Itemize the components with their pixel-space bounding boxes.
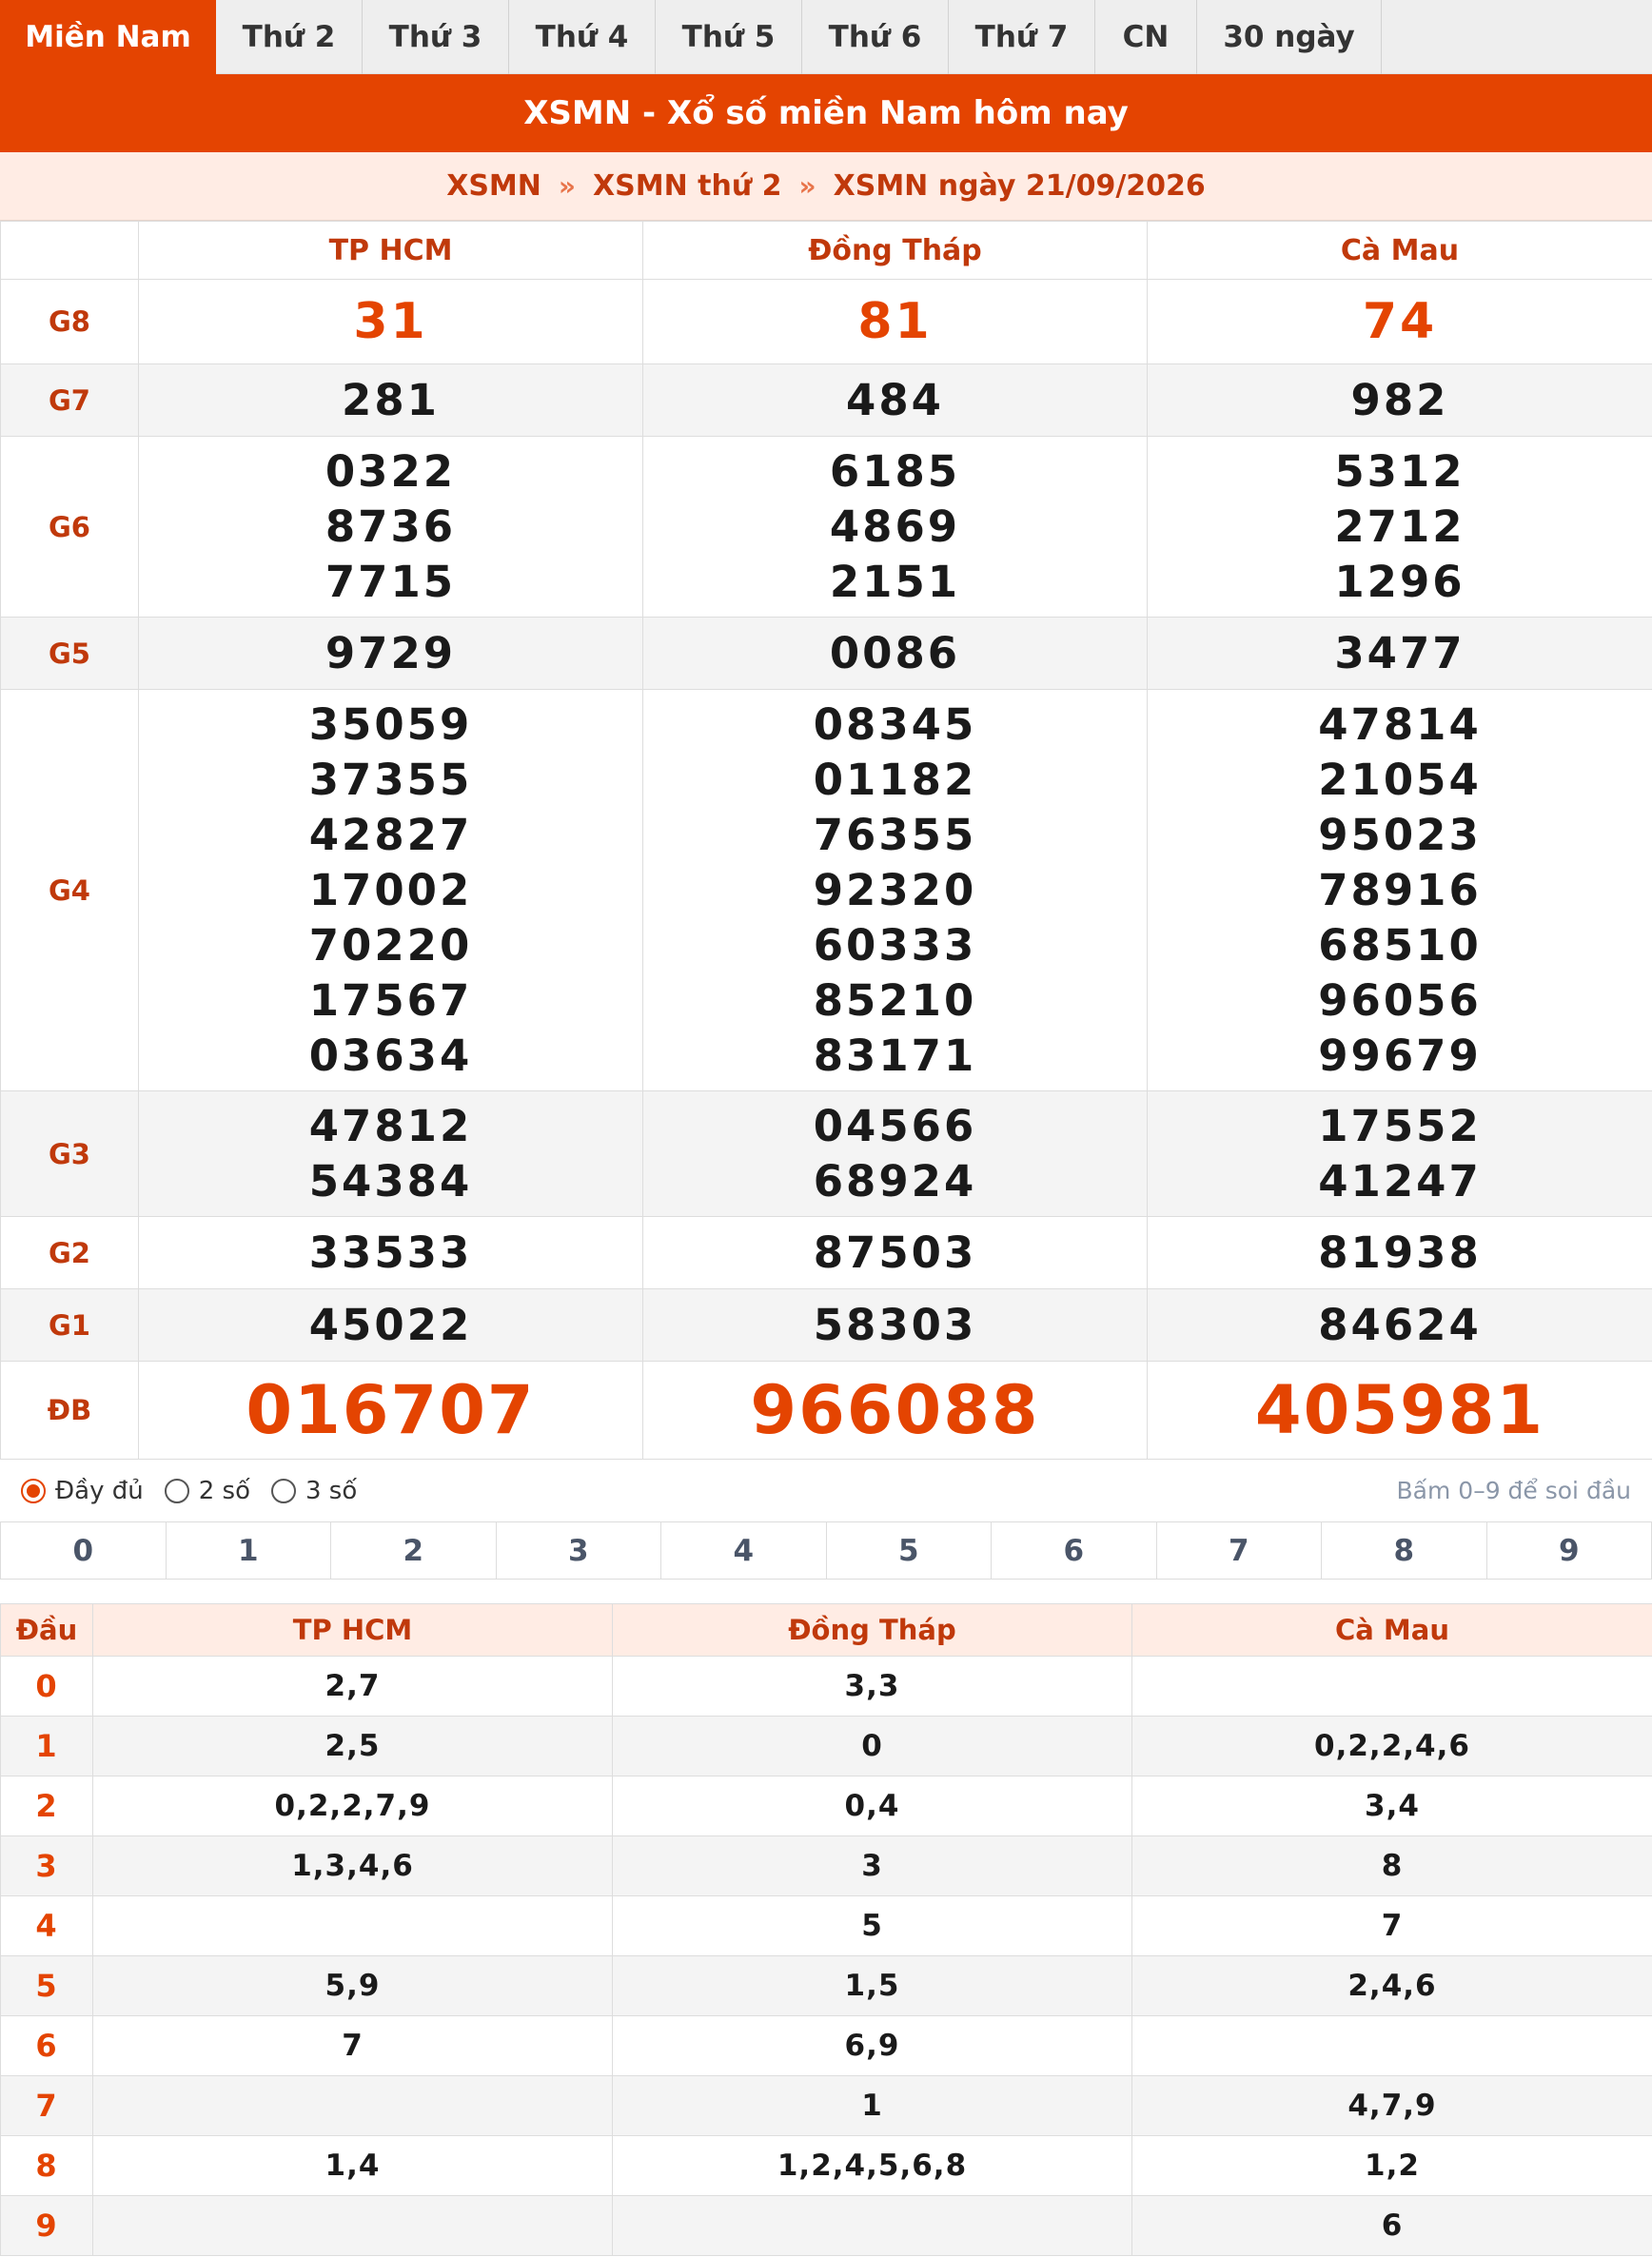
tail-digits-cell [93, 1896, 613, 1956]
breadcrumb [0, 152, 1652, 221]
results-header-row [1, 222, 1652, 280]
digit-button-7[interactable]: 7 [1157, 1522, 1323, 1579]
tab-thu-5[interactable]: Thứ 5 [656, 0, 802, 74]
digit-buttons [0, 1521, 1652, 1580]
hint-text: Bấm 0–9 để soi đầu [1396, 1477, 1631, 1504]
result-cell [1148, 1217, 1652, 1289]
tail-digits-cell: 1,5 [613, 1956, 1132, 2016]
result-number: 92320 [813, 864, 977, 915]
result-cell [643, 1217, 1148, 1289]
result-number: 99679 [1318, 1030, 1482, 1081]
radio-2-digits[interactable] [165, 1479, 189, 1503]
option-label: 3 số [305, 1476, 358, 1505]
result-number: 6185 [829, 445, 961, 497]
tail-digits-cell [1132, 1657, 1652, 1717]
head-digit: 3 [1, 1836, 93, 1896]
prize-row [1, 690, 1652, 1091]
breadcrumb-xsmn-thu-2[interactable]: XSMN thứ 2 [592, 169, 782, 203]
display-options [0, 1460, 1652, 1521]
tail-digits-cell: 5 [613, 1896, 1132, 1956]
result-number: 37355 [308, 754, 473, 805]
result-number: 17002 [308, 864, 473, 915]
prize-row [1, 364, 1652, 437]
result-number: 01182 [813, 754, 977, 805]
prize-row [1, 1091, 1652, 1217]
digit-button-1[interactable]: 1 [167, 1522, 332, 1579]
result-number: 281 [342, 374, 440, 425]
digit-button-6[interactable]: 6 [992, 1522, 1157, 1579]
breadcrumb-separator: » [798, 170, 816, 202]
head-row [1, 1836, 1652, 1896]
tail-digits-cell: 0,2,2,4,6 [1132, 1717, 1652, 1776]
result-number: 83171 [813, 1030, 977, 1081]
result-number: 54384 [308, 1155, 473, 1207]
tail-digits-cell: 2,7 [93, 1657, 613, 1717]
result-cell [1148, 437, 1652, 618]
tail-digits-cell: 6 [1132, 2196, 1652, 2256]
head-header-row [1, 1604, 1652, 1657]
option-2-digits[interactable] [165, 1477, 250, 1505]
head-digit: 1 [1, 1717, 93, 1776]
tail-digits-cell: 0,4 [613, 1776, 1132, 1836]
prize-label: G7 [1, 364, 139, 437]
option-label: 2 số [198, 1476, 250, 1505]
digit-button-4[interactable]: 4 [661, 1522, 827, 1579]
result-cell [139, 690, 643, 1091]
prize-row [1, 1362, 1652, 1460]
tail-digits-cell: 3,4 [1132, 1776, 1652, 1836]
tail-digits-cell [613, 2196, 1132, 2256]
result-cell [139, 437, 643, 618]
tail-digits-cell [93, 2076, 613, 2136]
digit-button-8[interactable]: 8 [1322, 1522, 1487, 1579]
result-cell [1148, 618, 1652, 690]
result-number: 47812 [308, 1100, 473, 1151]
radio-3-digits[interactable] [271, 1479, 296, 1503]
result-cell [139, 364, 643, 437]
result-number: 68924 [813, 1155, 977, 1207]
result-number: 85210 [813, 974, 977, 1026]
result-cell [1148, 280, 1652, 364]
tail-digits-cell: 1,2,4,5,6,8 [613, 2136, 1132, 2196]
head-column-header: Đầu [1, 1604, 93, 1657]
tail-digits-cell: 0,2,2,7,9 [93, 1776, 613, 1836]
head-row [1, 2196, 1652, 2256]
prize-label: G6 [1, 437, 139, 618]
result-cell [1148, 1362, 1652, 1460]
prize-row [1, 1217, 1652, 1289]
tab-mien-nam[interactable]: Miền Nam [0, 0, 216, 74]
result-cell [643, 618, 1148, 690]
result-number: 03634 [308, 1030, 473, 1081]
result-cell [643, 690, 1148, 1091]
result-number: 95023 [1318, 809, 1482, 860]
tail-digits-cell: 4,7,9 [1132, 2076, 1652, 2136]
result-number: 2151 [829, 556, 961, 607]
result-number: 7715 [324, 556, 457, 607]
tab-cn[interactable]: CN [1095, 0, 1197, 74]
breadcrumb-xsmn[interactable]: XSMN [446, 169, 541, 203]
result-number: 8736 [324, 500, 457, 552]
tail-digits-cell: 1,2 [1132, 2136, 1652, 2196]
head-row [1, 1956, 1652, 2016]
head-digit: 4 [1, 1896, 93, 1956]
tail-digits-cell: 3 [613, 1836, 1132, 1896]
head-row [1, 1717, 1652, 1776]
result-number: 35059 [308, 698, 473, 750]
result-number: 76355 [813, 809, 977, 860]
special-prize-number: 016707 [246, 1371, 536, 1449]
province-header: Cà Mau [1148, 222, 1652, 280]
tab-thu-6[interactable]: Thứ 6 [802, 0, 949, 74]
result-cell [643, 1289, 1148, 1362]
tail-digits-cell: 3,3 [613, 1657, 1132, 1717]
prize-label: G1 [1, 1289, 139, 1362]
result-number: 81 [857, 293, 933, 350]
results-table [0, 221, 1652, 1460]
digit-button-0[interactable]: 0 [0, 1522, 167, 1579]
result-number: 58303 [813, 1299, 977, 1350]
result-number: 68510 [1318, 919, 1482, 971]
result-number: 17567 [308, 974, 473, 1026]
head-row [1, 1776, 1652, 1836]
result-number: 33533 [308, 1227, 473, 1278]
result-number: 3477 [1334, 627, 1465, 678]
head-digit: 9 [1, 2196, 93, 2256]
head-digit: 6 [1, 2016, 93, 2076]
result-number: 81938 [1318, 1227, 1482, 1278]
special-prize-number: 966088 [750, 1371, 1040, 1449]
result-number: 982 [1350, 374, 1449, 425]
digit-button-5[interactable]: 5 [827, 1522, 993, 1579]
tail-digits-cell: 7 [1132, 1896, 1652, 1956]
prize-row [1, 1289, 1652, 1362]
prize-row [1, 280, 1652, 364]
prize-row [1, 437, 1652, 618]
result-cell [139, 1362, 643, 1460]
prize-label: G8 [1, 280, 139, 364]
result-cell [139, 618, 643, 690]
result-cell [1148, 1289, 1652, 1362]
tail-digits-cell: 8 [1132, 1836, 1652, 1896]
option-label: Đầy đủ [55, 1476, 144, 1505]
option-full[interactable] [21, 1477, 144, 1505]
head-digit: 0 [1, 1657, 93, 1717]
head-row [1, 2016, 1652, 2076]
result-number: 4869 [829, 500, 961, 552]
province-header: Đồng Tháp [613, 1604, 1132, 1657]
tail-digits-cell: 6,9 [613, 2016, 1132, 2076]
tab-30-ngay[interactable]: 30 ngày [1197, 0, 1382, 74]
special-prize-number: 405981 [1254, 1371, 1545, 1449]
head-row [1, 1657, 1652, 1717]
province-header: Đồng Tháp [643, 222, 1148, 280]
prize-label: ĐB [1, 1362, 139, 1460]
prize-label: G2 [1, 1217, 139, 1289]
prize-label: G5 [1, 618, 139, 690]
result-number: 21054 [1318, 754, 1482, 805]
result-number: 484 [846, 374, 944, 425]
result-number: 74 [1362, 293, 1438, 350]
tab-thu-3[interactable]: Thứ 3 [363, 0, 509, 74]
option-3-digits[interactable] [271, 1477, 357, 1505]
head-digit: 2 [1, 1776, 93, 1836]
tail-digits-cell [1132, 2016, 1652, 2076]
result-number: 41247 [1318, 1155, 1482, 1207]
result-number: 47814 [1318, 698, 1482, 750]
result-number: 5312 [1334, 445, 1465, 497]
result-number: 17552 [1318, 1100, 1482, 1151]
result-number: 9729 [324, 627, 457, 678]
prize-label: G3 [1, 1091, 139, 1217]
result-number: 0086 [829, 627, 961, 678]
result-number: 84624 [1318, 1299, 1482, 1350]
prize-column-header [1, 222, 139, 280]
tab-thu-2[interactable]: Thứ 2 [216, 0, 363, 74]
result-number: 45022 [308, 1299, 473, 1350]
result-number: 70220 [308, 919, 473, 971]
result-number: 96056 [1318, 974, 1482, 1026]
result-number: 08345 [813, 698, 977, 750]
result-number: 87503 [813, 1227, 977, 1278]
result-cell [139, 1289, 643, 1362]
tab-thu-4[interactable]: Thứ 4 [509, 0, 656, 74]
tail-digits-cell [93, 2196, 613, 2256]
tail-digits-cell: 2,5 [93, 1717, 613, 1776]
result-cell [1148, 1091, 1652, 1217]
result-cell [643, 437, 1148, 618]
result-cell [643, 1091, 1148, 1217]
tail-digits-cell: 1 [613, 2076, 1132, 2136]
head-digit: 5 [1, 1956, 93, 2016]
radio-full[interactable] [21, 1479, 46, 1503]
result-number: 42827 [308, 809, 473, 860]
prize-label: G4 [1, 690, 139, 1091]
result-number: 1296 [1334, 556, 1465, 607]
result-number: 60333 [813, 919, 977, 971]
digit-button-9[interactable]: 9 [1487, 1522, 1652, 1579]
head-digit: 8 [1, 2136, 93, 2196]
result-cell [643, 280, 1148, 364]
tab-thu-7[interactable]: Thứ 7 [949, 0, 1095, 74]
head-row [1, 2136, 1652, 2196]
result-cell [139, 280, 643, 364]
head-table [0, 1603, 1652, 2256]
region-tabs [0, 0, 1652, 74]
result-cell [1148, 690, 1652, 1091]
result-number: 31 [353, 293, 428, 350]
result-cell [139, 1217, 643, 1289]
page-title: XSMN - Xổ số miền Nam hôm nay [0, 74, 1652, 152]
tail-digits-cell: 1,4 [93, 2136, 613, 2196]
result-number: 0322 [324, 445, 457, 497]
section-gap [0, 1580, 1652, 1603]
tail-digits-cell: 7 [93, 2016, 613, 2076]
result-cell [643, 1362, 1148, 1460]
breadcrumb-separator: » [558, 170, 576, 202]
tail-digits-cell: 2,4,6 [1132, 1956, 1652, 2016]
result-cell [1148, 364, 1652, 437]
result-number: 04566 [813, 1100, 977, 1151]
province-header: Cà Mau [1132, 1604, 1652, 1657]
breadcrumb-xsmn-date[interactable]: XSMN ngày 21/09/2026 [833, 169, 1206, 203]
result-cell [139, 1091, 643, 1217]
result-number: 78916 [1318, 864, 1482, 915]
digit-button-2[interactable]: 2 [331, 1522, 497, 1579]
head-digit: 7 [1, 2076, 93, 2136]
digit-button-3[interactable]: 3 [497, 1522, 662, 1579]
province-header: TP HCM [139, 222, 643, 280]
head-row [1, 1896, 1652, 1956]
head-row [1, 2076, 1652, 2136]
tail-digits-cell: 1,3,4,6 [93, 1836, 613, 1896]
prize-row [1, 618, 1652, 690]
tail-digits-cell: 5,9 [93, 1956, 613, 2016]
tail-digits-cell: 0 [613, 1717, 1132, 1776]
province-header: TP HCM [93, 1604, 613, 1657]
result-cell [643, 364, 1148, 437]
result-number: 2712 [1334, 500, 1465, 552]
